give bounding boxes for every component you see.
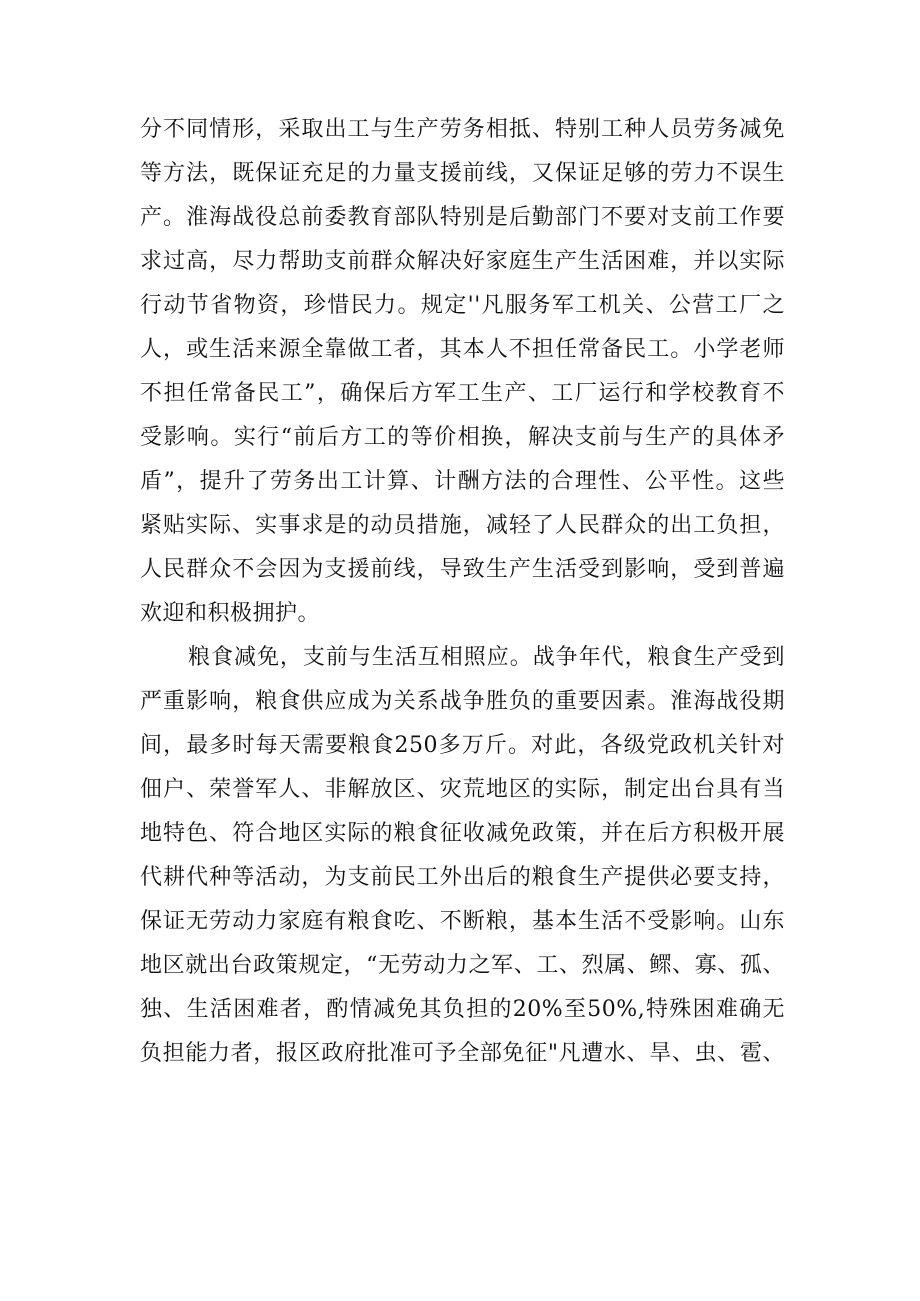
text-line: 独、生活困难者，酌情减免其负担的20%至50%,特殊困难确无	[140, 997, 785, 1022]
text-line: 盾”，提升了劳务出工计算、计酬方法的合理性、公平性。这些	[140, 469, 785, 494]
text-line: 严重影响，粮食供应成为关系战争胜负的重要因素。淮海战役期	[140, 689, 785, 714]
text-line: 人，或生活来源全靠做工者，其本人不担任常备民工。小学老师	[140, 337, 785, 362]
text-line: 求过高，尽力帮助支前群众解决好家庭生产生活困难，并以实际	[140, 249, 785, 274]
text-line: 负担能力者，报区政府批准可予全部免征"凡遭水、旱、虫、雹、	[140, 1041, 785, 1066]
text-line: 产。淮海战役总前委教育部队特别是后勤部门不要对支前工作要	[140, 205, 785, 230]
text-line: 间，最多时每天需要粮食250多万斤。对此，各级党政机关针对	[140, 733, 785, 758]
text-line: 人民群众不会因为支援前线，导致生产生活受到影响，受到普遍	[140, 557, 785, 582]
text-line: 不担任常备民工”，确保后方军工生产、工厂运行和学校教育不	[140, 381, 785, 406]
body-text	[140, 108, 785, 1076]
text-line: 受影响。实行“前后方工的等价相换，解决支前与生产的具体矛	[140, 425, 785, 450]
text-line: 粮食减免，支前与生活互相照应。战争年代，粮食生产受到	[188, 645, 785, 670]
text-line: 等方法，既保证充足的力量支援前线，又保证足够的劳力不误生	[140, 161, 785, 186]
paragraph-1	[140, 108, 785, 636]
text-line: 代耕代种等活动，为支前民工外出后的粮食生产提供必要支持，	[140, 865, 785, 890]
text-line: 佃户、荣誉军人、非解放区、灾荒地区的实际，制定出台具有当	[140, 777, 785, 802]
text-line: 保证无劳动力家庭有粮食吃、不断粮，基本生活不受影响。山东	[140, 909, 785, 934]
text-line: 欢迎和积极拥护。	[140, 601, 321, 626]
text-line: 地区就出台政策规定，“无劳动力之军、工、烈属、鳏、寡、孤、	[140, 953, 785, 978]
text-line: 地特色、符合地区实际的粮食征收减免政策，并在后方积极开展	[140, 821, 785, 846]
text-line: 行动节省物资，珍惜民力。规定''凡服务军工机关、公营工厂之	[140, 293, 785, 318]
paragraph-2	[140, 636, 785, 1076]
text-line: 分不同情形，采取出工与生产劳务相抵、特别工种人员劳务减免	[140, 117, 785, 142]
text-line: 紧贴实际、实事求是的动员措施，减轻了人民群众的出工负担，	[140, 513, 785, 538]
